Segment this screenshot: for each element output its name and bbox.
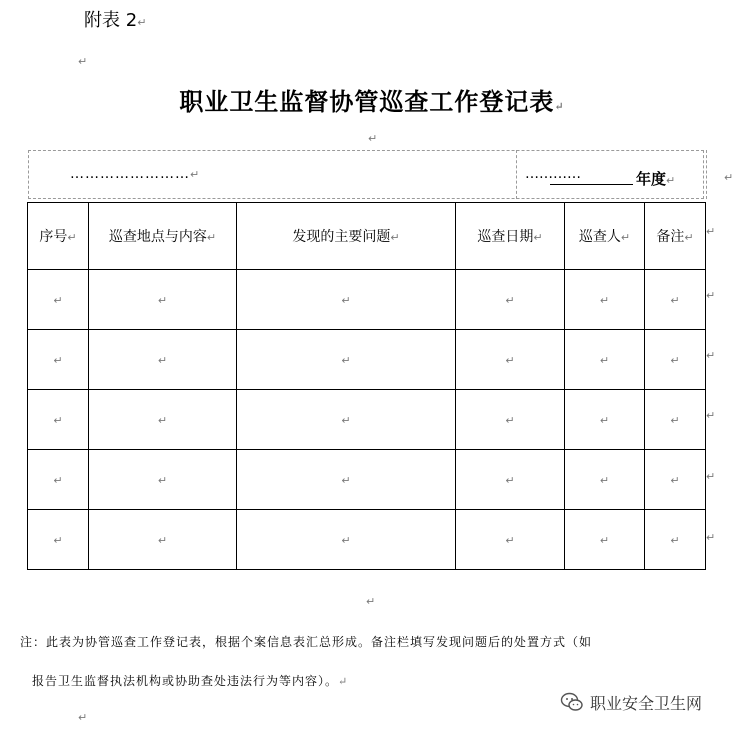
- paragraph-mark: ↵: [67, 231, 77, 244]
- table-row: [28, 450, 706, 510]
- column-header-text: 备注: [656, 229, 685, 245]
- year-placeholder: …………: [525, 166, 581, 182]
- cell-problems[interactable]: [237, 270, 456, 330]
- paragraph-mark: ↵: [368, 132, 378, 145]
- cell-date[interactable]: [456, 450, 565, 510]
- cell-no[interactable]: [28, 510, 89, 570]
- paragraph-mark: ↵: [157, 473, 168, 487]
- paragraph-mark: ↵: [53, 533, 63, 547]
- paragraph-mark: ↵: [706, 289, 716, 302]
- wechat-icon: [560, 690, 584, 714]
- column-header-text: 巡查日期: [477, 229, 534, 245]
- cell-inspector[interactable]: [565, 510, 645, 570]
- note-line-2: [32, 672, 348, 689]
- paragraph-mark: ↵: [706, 470, 716, 483]
- column-header-text: 巡查人: [578, 229, 621, 245]
- cell-no[interactable]: [28, 390, 89, 450]
- appendix-label: [84, 6, 146, 32]
- cell-date[interactable]: [456, 270, 565, 330]
- paragraph-mark: ↵: [341, 473, 351, 487]
- paragraph-mark: ↵: [706, 349, 716, 362]
- table-header-row: [28, 203, 706, 270]
- page-title-text: 职业卫生监督协管巡查工作登记表: [179, 87, 555, 116]
- cell-location[interactable]: [89, 270, 237, 330]
- paragraph-mark: ↵: [670, 293, 680, 307]
- paragraph-mark: ↵: [505, 413, 515, 427]
- year-label: [636, 168, 675, 189]
- cell-remarks[interactable]: [645, 390, 706, 450]
- page-title: [0, 82, 744, 117]
- paragraph-mark: ↵: [599, 473, 610, 487]
- paragraph-mark: ↵: [706, 225, 716, 238]
- cell-problems[interactable]: [237, 390, 456, 450]
- paragraph-mark: ↵: [670, 413, 680, 427]
- paragraph-mark: ↵: [206, 231, 217, 244]
- paragraph-mark: ↵: [599, 533, 610, 547]
- paragraph-mark: ↵: [157, 353, 168, 367]
- paragraph-mark: ↵: [554, 100, 565, 113]
- cell-inspector[interactable]: [565, 270, 645, 330]
- table-row: [28, 390, 706, 450]
- cell-no[interactable]: [28, 450, 89, 510]
- cell-remarks[interactable]: [645, 270, 706, 330]
- paragraph-mark: ↵: [53, 473, 63, 487]
- paragraph-mark: ↵: [53, 413, 63, 427]
- note-line-1: 注：此表为协管巡查工作登记表，根据个案信息表汇总形成。备注栏填写发现问题后的处置方式（如: [20, 635, 593, 649]
- paragraph-mark: ↵: [78, 711, 88, 724]
- paragraph-mark: ↵: [599, 413, 610, 427]
- column-header-inspector: [565, 203, 645, 270]
- cell-no[interactable]: [28, 330, 89, 390]
- unit-name-placeholder: [70, 166, 200, 182]
- cell-location[interactable]: [89, 450, 237, 510]
- paragraph-mark: ↵: [505, 473, 515, 487]
- paragraph-mark: ↵: [670, 533, 680, 547]
- year-label-text: 年度: [636, 170, 667, 188]
- column-header-text: 巡查地点与内容: [108, 229, 207, 245]
- cell-remarks[interactable]: [645, 510, 706, 570]
- table-row: [28, 330, 706, 390]
- cell-location[interactable]: [89, 330, 237, 390]
- cell-inspector[interactable]: [565, 330, 645, 390]
- paragraph-mark: ↵: [666, 174, 676, 187]
- paragraph-mark: ↵: [53, 353, 63, 367]
- column-header-no: [28, 203, 89, 270]
- cell-location[interactable]: [89, 510, 237, 570]
- paragraph-mark: ↵: [137, 16, 147, 29]
- cell-problems[interactable]: [237, 450, 456, 510]
- paragraph-mark: ↵: [157, 293, 168, 307]
- paragraph-mark: ↵: [53, 293, 63, 307]
- paragraph-mark: ↵: [724, 171, 734, 184]
- cell-problems[interactable]: [237, 510, 456, 570]
- note-line-2-text: 报告卫生监督执法机构或协助查处违法行为等内容）。: [32, 674, 339, 688]
- paragraph-mark: ↵: [390, 231, 400, 244]
- unit-year-divider: [516, 150, 517, 199]
- paragraph-mark: ↵: [157, 413, 168, 427]
- paragraph-mark: ↵: [505, 353, 515, 367]
- paragraph-mark: ↵: [338, 675, 349, 688]
- paragraph-mark: ↵: [366, 595, 376, 608]
- column-header-problems: [237, 203, 456, 270]
- paragraph-mark: ↵: [341, 413, 351, 427]
- paragraph-mark: ↵: [599, 353, 610, 367]
- paragraph-mark: ↵: [341, 293, 351, 307]
- cell-no[interactable]: [28, 270, 89, 330]
- year-underline: [550, 184, 633, 185]
- column-header-text: 序号: [39, 229, 68, 245]
- column-header-location: [89, 203, 237, 270]
- watermark-text: 职业安全卫生网: [590, 693, 703, 713]
- paragraph-mark: ↵: [706, 531, 716, 544]
- paragraph-mark: ↵: [670, 353, 680, 367]
- appendix-label-text: 附表 2: [84, 10, 138, 31]
- paragraph-mark: ↵: [157, 533, 168, 547]
- watermark: [560, 690, 702, 714]
- paragraph-mark: ↵: [78, 55, 88, 68]
- cell-remarks[interactable]: [645, 450, 706, 510]
- table-row: [28, 510, 706, 570]
- cell-problems[interactable]: [237, 330, 456, 390]
- cell-location[interactable]: [89, 390, 237, 450]
- paragraph-mark: ↵: [670, 473, 680, 487]
- paragraph-mark: ↵: [190, 168, 201, 181]
- paragraph-mark: ↵: [599, 293, 610, 307]
- cell-inspector[interactable]: [565, 450, 645, 510]
- unit-year-divider: [706, 150, 707, 199]
- cell-date[interactable]: [456, 510, 565, 570]
- column-header-date: [456, 203, 565, 270]
- paragraph-mark: ↵: [341, 533, 351, 547]
- paragraph-mark: ↵: [706, 409, 716, 422]
- paragraph-mark: ↵: [505, 293, 515, 307]
- table-row: [28, 270, 706, 330]
- cell-remarks[interactable]: [645, 330, 706, 390]
- cell-date[interactable]: [456, 330, 565, 390]
- column-header-text: 发现的主要问题: [292, 229, 391, 245]
- paragraph-mark: ↵: [505, 533, 515, 547]
- paragraph-mark: ↵: [684, 231, 694, 244]
- column-header-remarks: [645, 203, 706, 270]
- unit-name-dots: ……………………: [70, 166, 190, 182]
- paragraph-mark: ↵: [533, 231, 543, 244]
- cell-inspector[interactable]: [565, 390, 645, 450]
- cell-date[interactable]: [456, 390, 565, 450]
- inspection-register-table: [27, 202, 706, 570]
- paragraph-mark: ↵: [620, 231, 631, 244]
- paragraph-mark: ↵: [341, 353, 351, 367]
